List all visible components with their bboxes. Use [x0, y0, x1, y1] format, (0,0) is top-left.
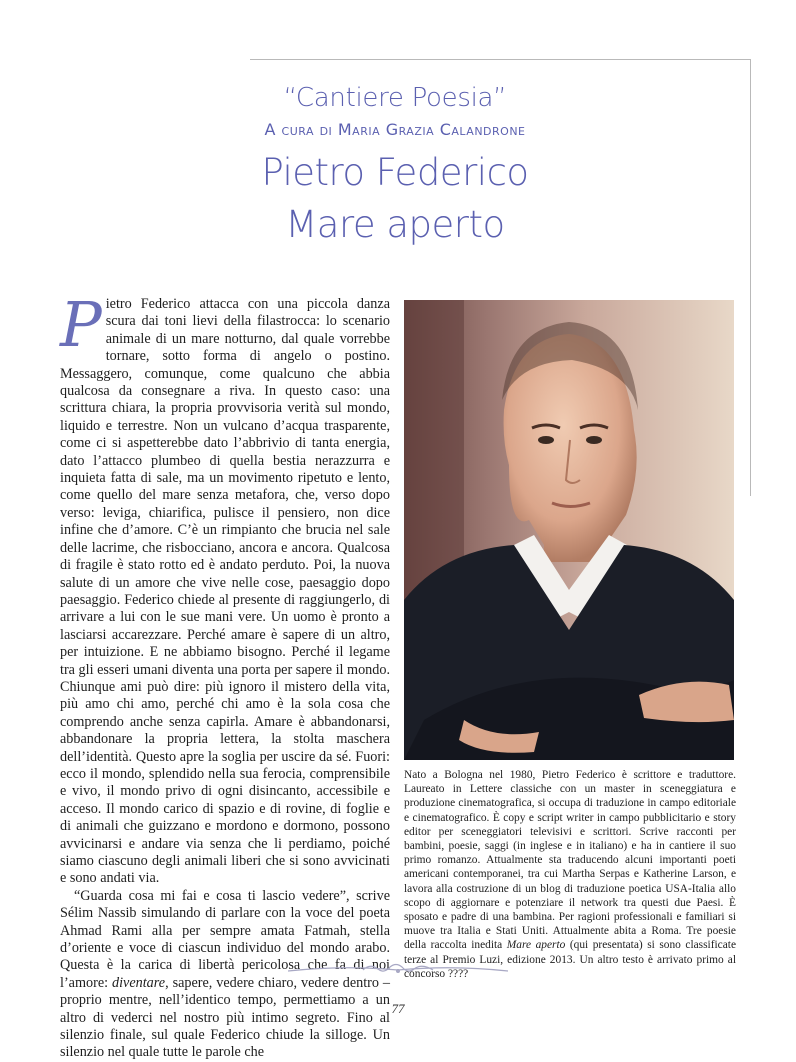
- caption-italic-title: Mare aperto: [506, 939, 566, 952]
- author-title: Pietro Federico: [261, 151, 529, 194]
- page-number: 77: [391, 1001, 405, 1016]
- book-title: Mare aperto: [285, 203, 505, 246]
- article-header: [220, 78, 570, 251]
- paragraph-1-text: ietro Federico attacca con una piccola danza scura dai toni lievi della filastrocca: lo scenario animale di un mare notturno, dal quale vorrebbe tornare, sotto forma di angelo o postino. Messaggero, comunque, come qualcuno che abbia qualcosa da consegnare a riva. In questo caso: una scrittura chiara, la propria provvisoria verità sul mondo, liquido e terrestre. Non un vulcano d’acqua trasparente, come ci si aspetterebbe dato l’abbrivio di tanta energia, dato l’attacco plumbeo di quella bestia nerazzurra e inquieta fatta di sale, ma un movimento ripetuto e lento, come quello del mare senza metafora, che, verso dopo verso: leviga, chiarifica, pulisce il pensiero, non dice infine che d’amore. C’è un rimpianto che brucia nel sale delle lacrime, che risbocciano, ancora e ancora. Qualcosa di fragile è stato rotto ed è andato perduto. Poi, la nuova salute di un amore che vive nelle cose, paesaggio dopo paesaggio. Federico chiede al presente di raggiungerlo, di arrivare a lui con le sue mani vere. Un uomo è pronto a lasciarsi accarezzare. Perché amare è sapere di un altro, per intuizione. E ne abbiamo bisogno. Perché il legame tra gli esseri umani diventa una porta per sapere il mondo. Chiunque ami può dire: più ignoro il mistero della vita, più amo chi amo, perché chi amo è la sola cosa che comprendo anche senza capirla. Amare è abbandonarsi, abbandonare la propria lettera, la stolta maschera dell’identità. Questo apre la soglia per uscire da sé. Fuori: ecco il mondo, splendido nella sua ferocia, comprensibile e vivo, il mondo privo di ogni disincanto, accessibile e acceso. Il mondo carico di spazio e di rovine, di foglie e di animali che guizzano e mordono e dormono, possono avvicinarsi e andare via senza che li perdiamo, poiché siamo ciascuno degli animali liberi che si sono avvicinati e sono andati via.: [60, 296, 390, 887]
- paragraph-2-italic: diventare: [112, 974, 166, 991]
- curator-line: A cura di Maria Grazia Calandrone: [264, 120, 526, 139]
- ornament-divider: [288, 960, 508, 980]
- paragraph-2-text-b: , sapere, vedere chiaro, vedere dentro – proprio mentre, nell’identico tempo, permettiamo a un altro di vederci nel nostro più intimo segreto. Fino al silenzio finale, sul quale Federico chiude la silloge. Un silenzio nel quale tutte le parole che: [60, 974, 391, 1061]
- frame-top-rule: [250, 59, 751, 60]
- drop-cap: P: [60, 288, 102, 361]
- author-portrait-photo: [404, 300, 734, 760]
- section-rubric: “Cantiere Poesia”: [283, 83, 507, 113]
- author-bio-caption: [404, 768, 736, 981]
- article-body: [60, 288, 391, 1062]
- frame-right-rule: [750, 59, 751, 496]
- paragraph-2-text-a: “Guarda cosa mi fai e cosa ti lascio vedere”, scrive Sélim Nassib simulando di parlare con la voce del poeta Ahmad Rami alla per sempre amata Fatmah, stella d’oriente e voce di ciascun individuo del mondo arabo. Questa è la carica di libertà pericolosa che fa di noi l’amore:: [60, 887, 390, 991]
- caption-text-a: Nato a Bologna nel 1980, Pietro Federico è scrittore e traduttore. Laureato in Lettere classiche con un master in sceneggiatura e produzione cinematografica, si occupa di traduzione in campo editoriale e cinematografico. È copy e script writer in campo pubblicitario e story editor per sceneggiatori televisivi e scrittori. Scrive racconti per bambini, poesie, saggi (in inglese e in italiano) e ha in cantiere il suo primo romanzo. Attualmente sta traducendo alcuni importanti poeti americani contemporanei, tra cui Martha Serpas e Katherine Larson, e lavora alla costruzione di un blog di traduzione poetica USA-Italia allo scopo di aggiornare e potenziare il network tra questi due Paesi. È sposato e padre di una bambina. Per ragioni professionali e familiari si muove tra Italia e Stati Uniti. Attualmente abita a Roma. Tre poesie della raccolta inedita: [404, 769, 736, 952]
- caption-text-b: (qui presentata) si sono classificate terze al Premio Luzi, edizione 2013. Un altro testo è arrivato primo al concorso ????: [404, 939, 737, 980]
- paragraph-1: [60, 288, 390, 888]
